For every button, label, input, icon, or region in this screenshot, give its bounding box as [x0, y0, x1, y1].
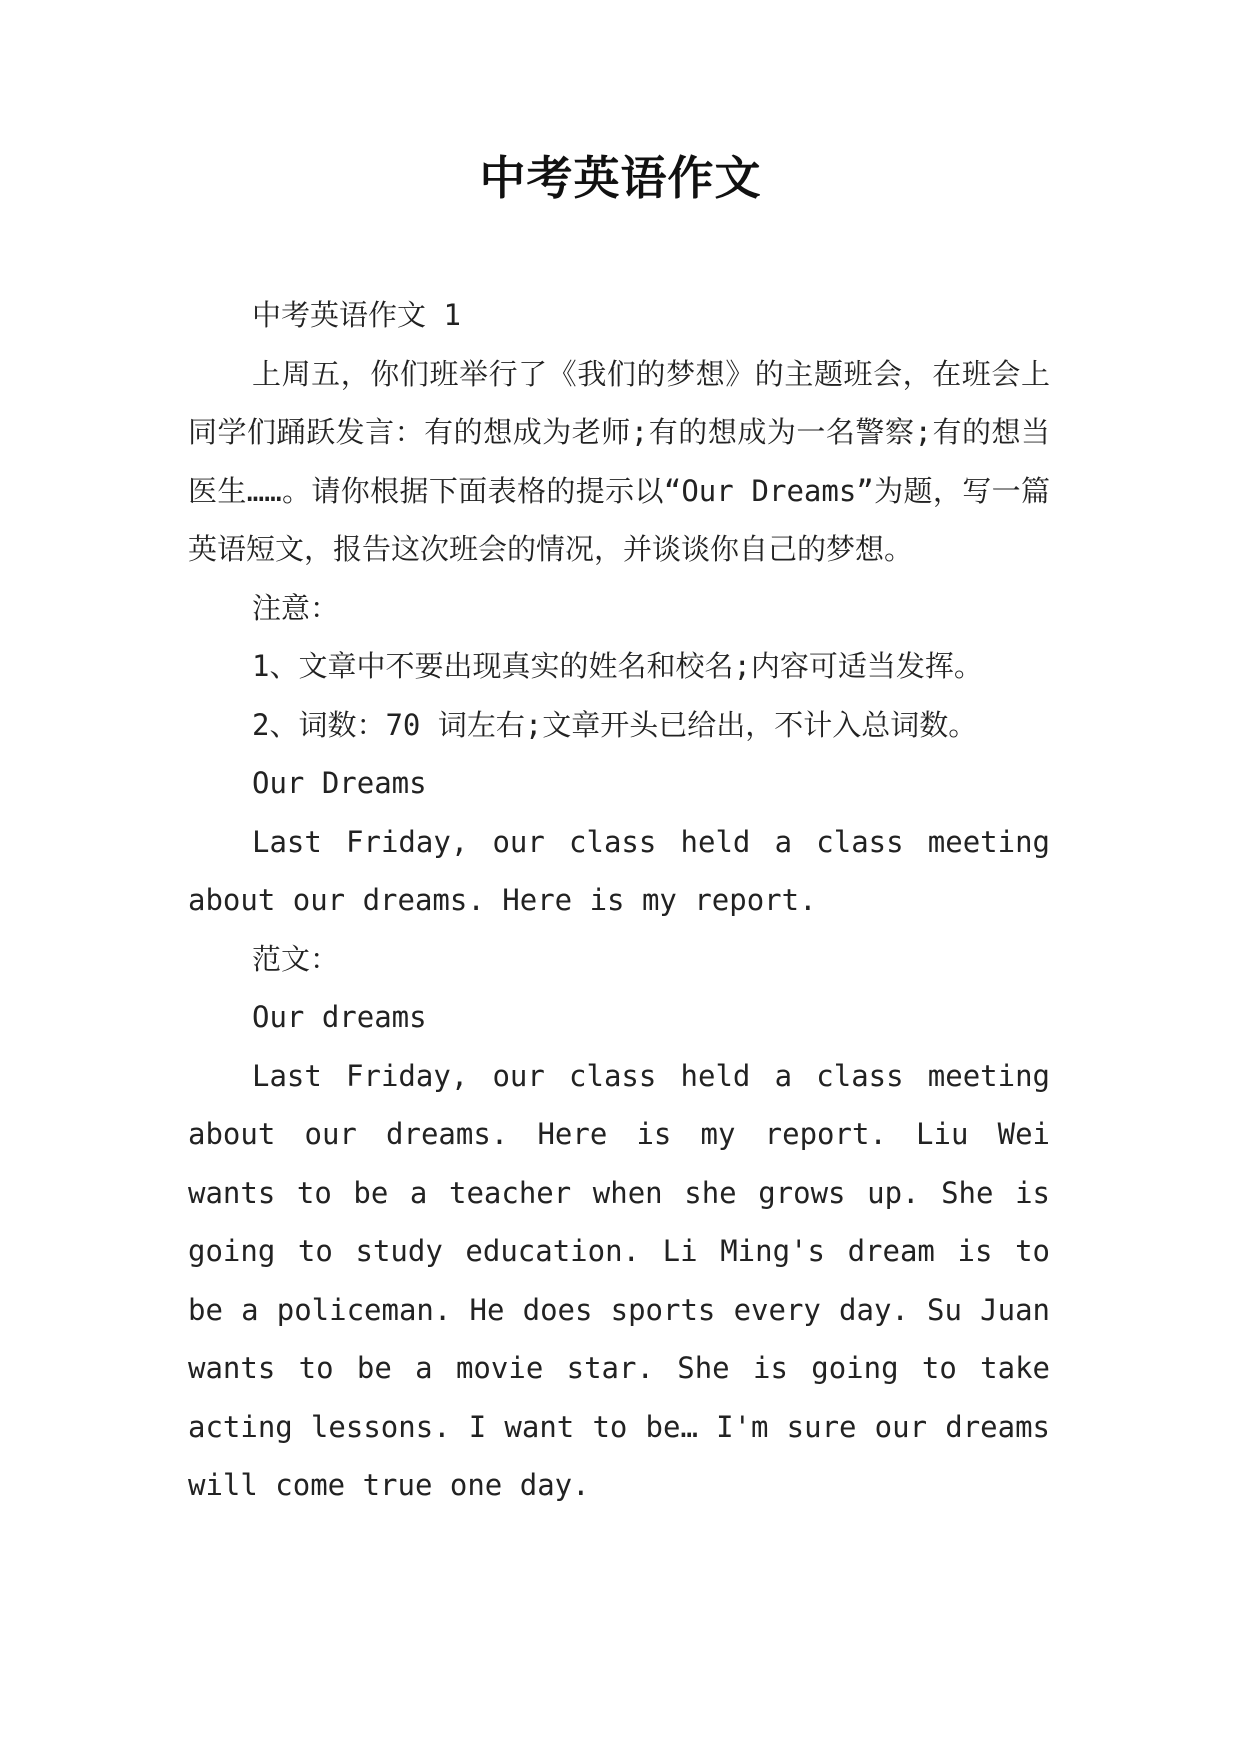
sample-essay: Last Friday, our class held a class meeting about our dreams. Here is my report. Liu Wei wants to be a teacher when she grows up. She is going to study education. Li Ming's dream is to be a policeman. He does sports every day. Su Juan wants to be a movie star. She is going to take acting lessons. I want to be… I'm sure our dreams will come true one day.	[188, 1058, 1050, 1502]
document-title: 中考英语作文	[479, 151, 762, 205]
sample-label: 范文：	[252, 941, 340, 976]
essay-title: Our Dreams	[252, 766, 427, 800]
note-item-2: 2、词数：70 词左右;文章开头已给出，不计入总词数。	[252, 707, 978, 742]
notes-label: 注意：	[252, 590, 340, 625]
prompt-paragraph: 上周五，你们班举行了《我们的梦想》的主题班会，在班会上同学们踊跃发言：有的想成为老师;有的想成为一名警察;有的想当医生……。请你根据下面表格的提示以“Our Dreams”为题，写一篇英语短文，报告这次班会的情况，并谈谈你自己的梦想。	[188, 356, 1050, 566]
section-heading: 中考英语作文 1	[252, 298, 461, 332]
document-body	[188, 286, 1050, 1515]
note-item-1: 1、文章中不要出现真实的姓名和校名;内容可适当发挥。	[252, 649, 983, 683]
sample-title: Our dreams	[252, 1000, 427, 1034]
essay-opening: Last Friday, our class held a class meeting about our dreams. Here is my report.	[188, 824, 1050, 917]
